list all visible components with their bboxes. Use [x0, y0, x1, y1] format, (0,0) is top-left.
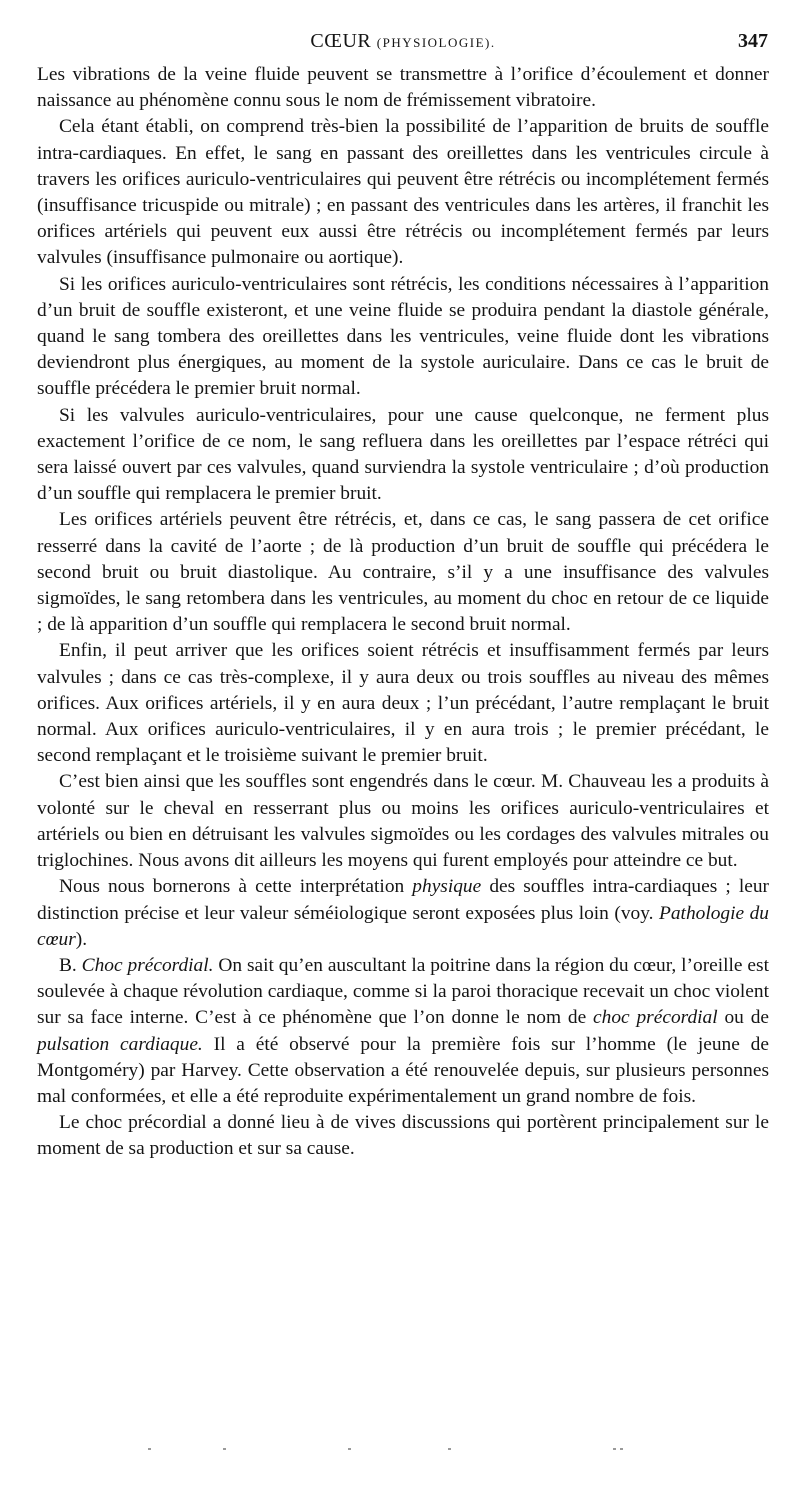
- paragraph: [37, 114, 769, 271]
- text-segment: ).: [75, 928, 88, 950]
- text-segment: ou de: [717, 1007, 770, 1029]
- text-segment: des souffles intra-cardiaques ; leur distinction précise et leur valeur séméiologique seront exposées plus loin (voy.: [37, 876, 769, 924]
- paragraph: [37, 403, 769, 508]
- text-segment: Le choc précordial a donné lieu à de vives discussions qui portèrent principalement sur le moment de sa production et sur sa cause.: [37, 1112, 769, 1160]
- text-segment: Si les orifices auriculo-ventriculaires sont rétrécis, les conditions nécessaires à l’apparition d’un bruit de souffle existeront, et une veine fluide se produira pendant la diastole générale, quand le sang tombera des oreillettes dans les ventricules, veine fluide dont les vibrations deviendront plus énergiques, au moment de la systole auriculaire. Dans ce cas le bruit de souffle précédera le premier bruit normal.: [37, 273, 769, 400]
- text-segment: Enfin, il peut arriver que les orifices soient rétrécis et insuffisamment fermés par leurs valvules ; dans ce cas très-complexe, il y aura deux ou trois souffles au niveau des mêmes orifices. Aux orifices artériels, il y en aura deux ; l’un précédant, l’autre remplaçant le bruit normal. Aux orifices auriculo-ventriculaires, il y en aura trois ; le premier précédant, le second remplaçant et le troisième suivant le premier bruit.: [37, 640, 769, 767]
- paragraph: [37, 507, 769, 638]
- italic-text: Pathologie du cœur: [37, 902, 770, 950]
- italic-text: Choc précordial.: [81, 954, 214, 976]
- paragraph: [37, 769, 769, 874]
- text-segment: Il a été observé pour la première fois sur l’homme (le jeune de Montgoméry) par Harvey. Cette observation a été renouvelée depuis, sur plusieurs personnes mal conformées, et elle a été reproduite expérimentalement un grand nombre de fois.: [37, 1033, 769, 1107]
- paragraph: [37, 1110, 769, 1162]
- text-segment: Si les valvules auriculo-ventriculaires, pour une cause quelconque, ne ferment plus exactement l’orifice de ce nom, le sang refluera dans les oreillettes par l’espace rétréci qui sera laissé ouvert par ces valvules, quand surviendra la systole ventriculaire ; d’où production d’un souffle qui remplacera le premier bruit.: [37, 404, 769, 505]
- running-header: [38, 30, 768, 58]
- text-segment: Les orifices artériels peuvent être rétrécis, et, dans ce cas, le sang passera de cet orifice resserré dans la cavité de l’aorte ; de là production d’un bruit de souffle qui précédera le second bruit ou bruit diastolique. Au contraire, s’il y a une insuffisance des valvules sigmoïdes, le sang retombera dans les ventricules, au moment du choc en retour de ce liquide ; de là apparition d’un souffle qui remplacera le second bruit normal.: [37, 509, 769, 636]
- paragraph: [37, 272, 769, 403]
- paragraph: [37, 953, 769, 1110]
- text-segment: On sait qu’en auscultant la poitrine dans la région du cœur, l’oreille est soulevée à chaque révolution cardiaque, comme si la paroi thoracique recevait un choc violent sur sa face interne. C’est à ce phénomène que l’on donne le nom de: [37, 954, 769, 1029]
- text-segment: Cela étant établi, on comprend très-bien la possibilité de l’apparition de bruits de souffle intra-cardiaques. En effet, le sang en passant des oreillettes dans les ventricules circule à travers les orifices auriculo-ventriculaires qui peuvent être rétrécis ou incomplétement fermés (insuffisance tricuspide ou mitrale) ; en passant des ventricules dans les artères, il franchit les orifices artériels qui peuvent eux aussi être rétrécis ou incomplétement fermés par leurs valvules (insuffisance pulmonaire ou aortique).: [37, 116, 769, 269]
- page-foot-specks: [0, 1448, 800, 1458]
- body-text: [37, 62, 769, 1163]
- page-number: 347: [738, 30, 768, 52]
- italic-text: physique: [412, 876, 482, 898]
- paragraph: [37, 874, 769, 953]
- text-segment: C’est bien ainsi que les souffles sont engendrés dans le cœur. M. Chauveau les a produits à volonté sur le cheval en resserrant plus ou moins les orifices auriculo-ventriculaires et artériels ou bien en détruisant les valvules sigmoïdes ou les cordages des valvules mitrales ou triglochines. Nous avons dit ailleurs les moyens qui furent employés pour atteindre ce but.: [37, 771, 769, 872]
- paragraph: [37, 62, 769, 114]
- italic-text: choc précordial: [593, 1007, 718, 1029]
- running-title-subtitle: (PHYSIOLOGIE).: [376, 35, 496, 50]
- running-title-main: CŒUR: [310, 30, 372, 52]
- text-segment: Nous nous bornerons à cette interprétation: [59, 876, 413, 898]
- text-segment: Les vibrations de la veine fluide peuvent se transmettre à l’orifice d’écoulement et donner naissance au phénomène connu sous le nom de frémissement vibratoire.: [37, 64, 769, 112]
- italic-text: pulsation cardiaque.: [37, 1033, 203, 1055]
- running-title: [38, 30, 768, 53]
- paragraph: [37, 638, 769, 769]
- text-segment: B.: [59, 954, 82, 976]
